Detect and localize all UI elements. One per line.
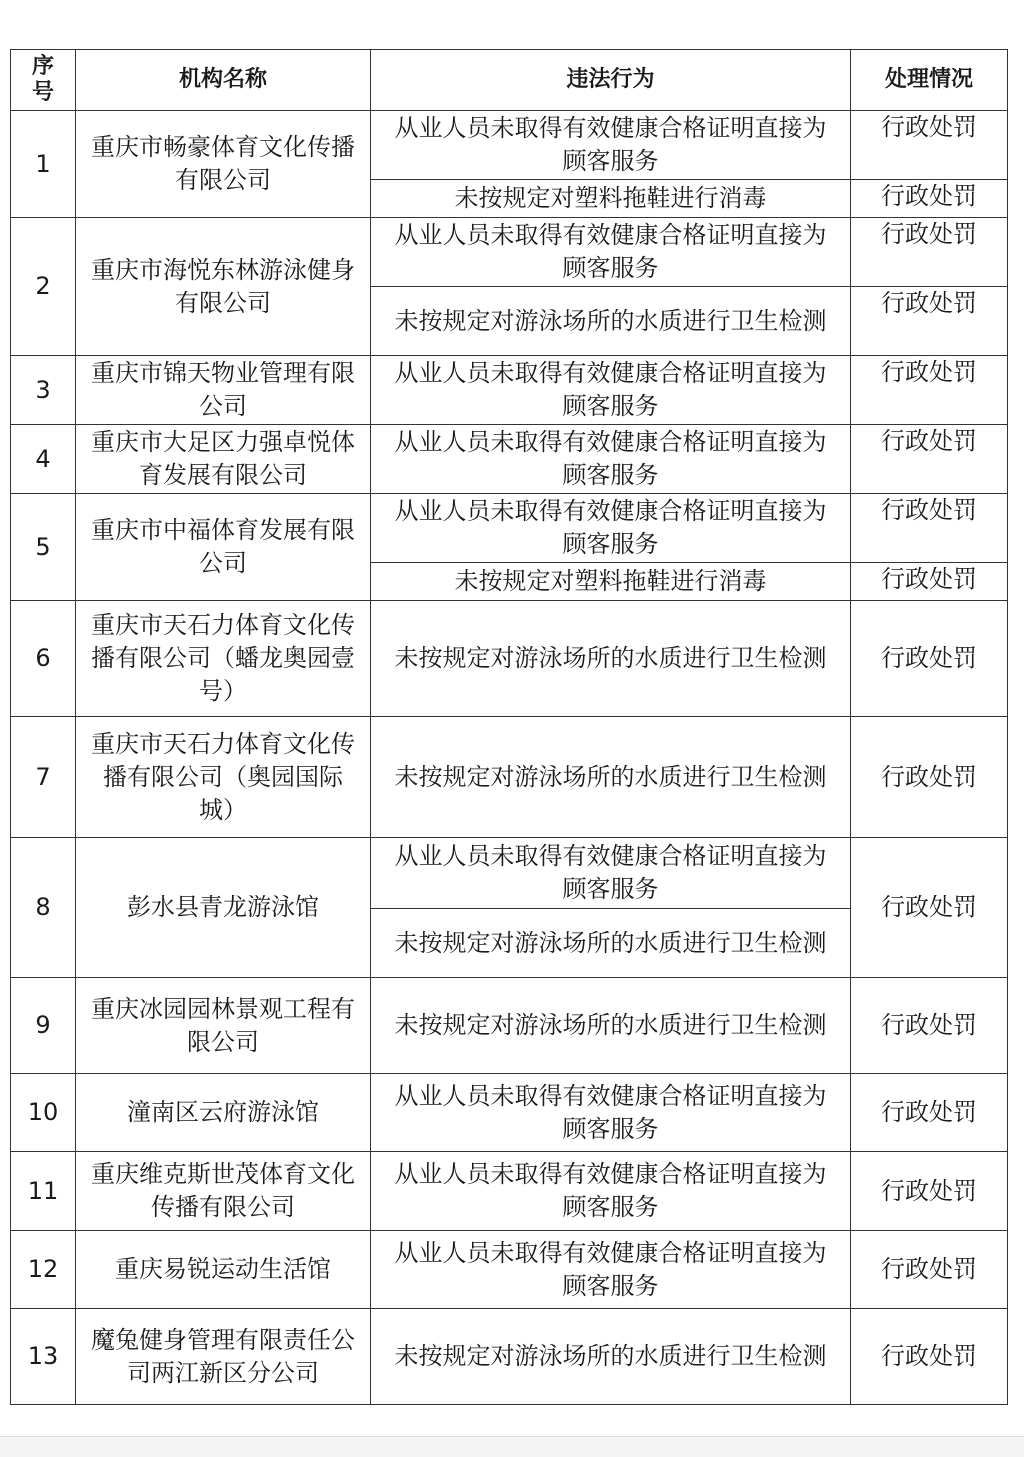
violation-cell: 未按规定对游泳场所的水质进行卫生检测 — [371, 978, 851, 1074]
handling-cell: 行政处罚 — [851, 356, 1008, 425]
handling-cell: 行政处罚 — [851, 1231, 1008, 1309]
table-row — [11, 601, 1008, 717]
seq-cell: 3 — [11, 356, 76, 425]
page-bottom-strip — [0, 1436, 1024, 1457]
table-row — [11, 1231, 1008, 1309]
org-cell: 重庆市天石力体育文化传播有限公司（奥园国际城） — [76, 717, 371, 838]
seq-cell: 12 — [11, 1231, 76, 1309]
org-cell: 重庆市中福体育发展有限公司 — [76, 494, 371, 601]
violation-cell: 未按规定对游泳场所的水质进行卫生检测 — [371, 909, 851, 978]
violation-cell: 未按规定对塑料拖鞋进行消毒 — [371, 563, 851, 601]
header-seq: 序号 — [11, 50, 76, 111]
org-cell: 重庆冰园园林景观工程有限公司 — [76, 978, 371, 1074]
handling-cell: 行政处罚 — [851, 111, 1008, 180]
table-row — [11, 111, 1008, 180]
table-row — [11, 978, 1008, 1074]
violation-cell: 从业人员未取得有效健康合格证明直接为顾客服务 — [371, 218, 851, 287]
handling-cell: 行政处罚 — [851, 838, 1008, 978]
handling-cell: 行政处罚 — [851, 425, 1008, 494]
handling-cell: 行政处罚 — [851, 1152, 1008, 1231]
violation-cell: 从业人员未取得有效健康合格证明直接为顾客服务 — [371, 1231, 851, 1309]
org-cell: 重庆市畅豪体育文化传播有限公司 — [76, 111, 371, 218]
seq-cell: 13 — [11, 1309, 76, 1405]
org-cell: 重庆市锦天物业管理有限公司 — [76, 356, 371, 425]
handling-cell: 行政处罚 — [851, 1309, 1008, 1405]
table-row — [11, 717, 1008, 838]
header-violation: 违法行为 — [371, 50, 851, 111]
seq-cell: 1 — [11, 111, 76, 218]
violation-cell: 从业人员未取得有效健康合格证明直接为顾客服务 — [371, 1074, 851, 1152]
seq-cell: 2 — [11, 218, 76, 356]
org-cell: 魔兔健身管理有限责任公司两江新区分公司 — [76, 1309, 371, 1405]
table-row — [11, 838, 1008, 909]
violation-cell: 未按规定对塑料拖鞋进行消毒 — [371, 180, 851, 218]
table-row — [11, 1152, 1008, 1231]
handling-cell: 行政处罚 — [851, 717, 1008, 838]
seq-cell: 5 — [11, 494, 76, 601]
handling-cell: 行政处罚 — [851, 601, 1008, 717]
header-row — [11, 50, 1008, 111]
org-cell: 重庆市海悦东林游泳健身有限公司 — [76, 218, 371, 356]
table-row — [11, 356, 1008, 425]
violation-cell: 从业人员未取得有效健康合格证明直接为顾客服务 — [371, 1152, 851, 1231]
table-row — [11, 494, 1008, 563]
org-cell: 重庆市天石力体育文化传播有限公司（蟠龙奥园壹号） — [76, 601, 371, 717]
header-org: 机构名称 — [76, 50, 371, 111]
table-row — [11, 425, 1008, 494]
org-cell: 彭水县青龙游泳馆 — [76, 838, 371, 978]
seq-cell: 6 — [11, 601, 76, 717]
violation-cell: 从业人员未取得有效健康合格证明直接为顾客服务 — [371, 356, 851, 425]
org-cell: 重庆市大足区力强卓悦体育发展有限公司 — [76, 425, 371, 494]
violation-cell: 从业人员未取得有效健康合格证明直接为顾客服务 — [371, 425, 851, 494]
handling-cell: 行政处罚 — [851, 180, 1008, 218]
violation-cell: 未按规定对游泳场所的水质进行卫生检测 — [371, 1309, 851, 1405]
violation-cell: 未按规定对游泳场所的水质进行卫生检测 — [371, 287, 851, 356]
org-cell: 重庆维克斯世茂体育文化传播有限公司 — [76, 1152, 371, 1231]
violation-cell: 从业人员未取得有效健康合格证明直接为顾客服务 — [371, 838, 851, 909]
violation-cell: 未按规定对游泳场所的水质进行卫生检测 — [371, 601, 851, 717]
seq-cell: 9 — [11, 978, 76, 1074]
seq-cell: 11 — [11, 1152, 76, 1231]
seq-cell: 8 — [11, 838, 76, 978]
seq-cell: 4 — [11, 425, 76, 494]
table-row — [11, 1074, 1008, 1152]
header-handling: 处理情况 — [851, 50, 1008, 111]
handling-cell: 行政处罚 — [851, 1074, 1008, 1152]
handling-cell: 行政处罚 — [851, 494, 1008, 563]
handling-cell: 行政处罚 — [851, 218, 1008, 287]
violation-cell: 从业人员未取得有效健康合格证明直接为顾客服务 — [371, 494, 851, 563]
table-row — [11, 218, 1008, 287]
seq-cell: 10 — [11, 1074, 76, 1152]
org-cell: 重庆易锐运动生活馆 — [76, 1231, 371, 1309]
table-row — [11, 1309, 1008, 1405]
handling-cell: 行政处罚 — [851, 978, 1008, 1074]
violation-cell: 未按规定对游泳场所的水质进行卫生检测 — [371, 717, 851, 838]
handling-cell: 行政处罚 — [851, 563, 1008, 601]
handling-cell: 行政处罚 — [851, 287, 1008, 356]
violation-cell: 从业人员未取得有效健康合格证明直接为顾客服务 — [371, 111, 851, 180]
seq-cell: 7 — [11, 717, 76, 838]
penalty-table — [10, 49, 1008, 1405]
org-cell: 潼南区云府游泳馆 — [76, 1074, 371, 1152]
